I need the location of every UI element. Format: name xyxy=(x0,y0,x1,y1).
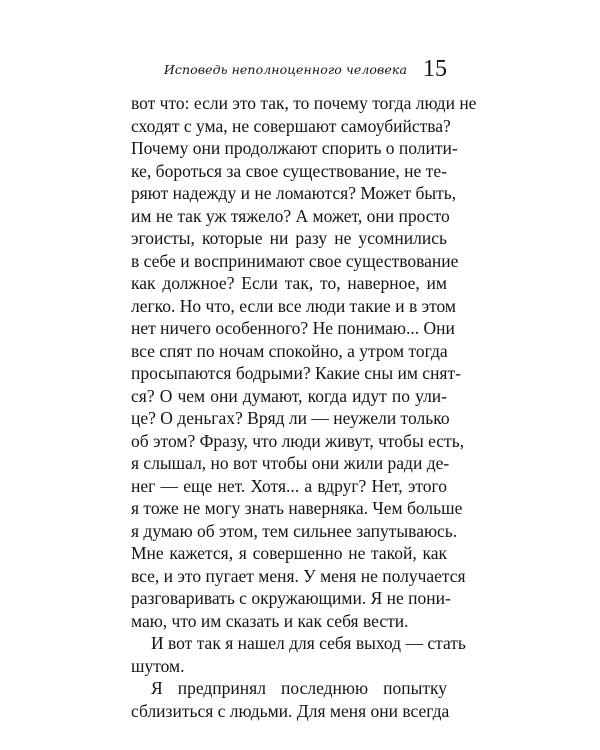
text-line: как должное? Если так, то, наверное, им xyxy=(131,273,447,293)
text-line: ся? О чем они думают, когда идут по ули- xyxy=(131,385,447,406)
text-line: шутом. xyxy=(131,655,185,676)
text-line: ряют надежду и не ломаются? Может быть, xyxy=(131,183,457,203)
text-line: вот что: если это так, то почему тогда люди не xyxy=(131,93,477,113)
text-line: це? О деньгах? Вряд ли — неужели только xyxy=(131,408,450,428)
text-line: маю, что им сказать и как себя вести. xyxy=(131,610,409,631)
text-line: нет ничего особенного? Не понимаю... Они xyxy=(131,318,455,338)
text-line: разговаривать с окружающими. Я не пони- xyxy=(131,588,451,608)
text-line: эгоисты, которые ни разу не усомнились xyxy=(131,228,447,248)
text-line: Почему они продолжают спорить о полити- xyxy=(131,138,458,158)
text-line: Я предпринял последнюю попытку xyxy=(151,678,447,698)
text-line: ке, бороться за свое существование, не те- xyxy=(131,160,447,181)
running-head xyxy=(131,54,447,84)
text-line: сходят с ума, не совершают самоубийства? xyxy=(131,115,451,136)
text-line: легко. Но что, если все люди такие и в этом xyxy=(131,295,456,316)
text-line: я тоже не могу знать наверняка. Чем больше xyxy=(131,498,463,518)
text-line: нег — еще нет. Хотя... а вдруг? Нет, этого xyxy=(131,475,447,496)
text-line: все, и это пугает меня. У меня не получается xyxy=(131,565,466,586)
text-line: я думаю об этом, тем сильнее запутываюсь. xyxy=(131,520,458,541)
paragraph-2 xyxy=(131,632,466,677)
text-line: все спят по ночам спокойно, а утром тогда xyxy=(131,340,448,361)
text-line: Мне кажется, я совершенно не такой, как xyxy=(131,543,447,563)
page-number: 15 xyxy=(423,56,447,82)
paragraph-1 xyxy=(131,92,477,632)
text-line: я слышал, но вот чтобы они жили ради де- xyxy=(131,453,450,473)
text-line: просыпаются бодрыми? Какие сны им снят- xyxy=(131,363,461,383)
text-line: об этом? Фразу, что люди живут, чтобы есть, xyxy=(131,430,465,451)
text-line: сблизиться с людьми. Для меня они всегда xyxy=(131,700,450,721)
text-line: им не так уж тяжело? А может, они просто xyxy=(131,205,450,226)
text-line: в себе и воспринимают свое существование xyxy=(131,250,459,271)
body-text xyxy=(131,92,477,722)
text-line: И вот так я нашел для себя выход — стать xyxy=(151,633,466,653)
running-title: Исповедь неполноценного человека xyxy=(163,62,407,77)
paragraph-3 xyxy=(131,677,450,722)
